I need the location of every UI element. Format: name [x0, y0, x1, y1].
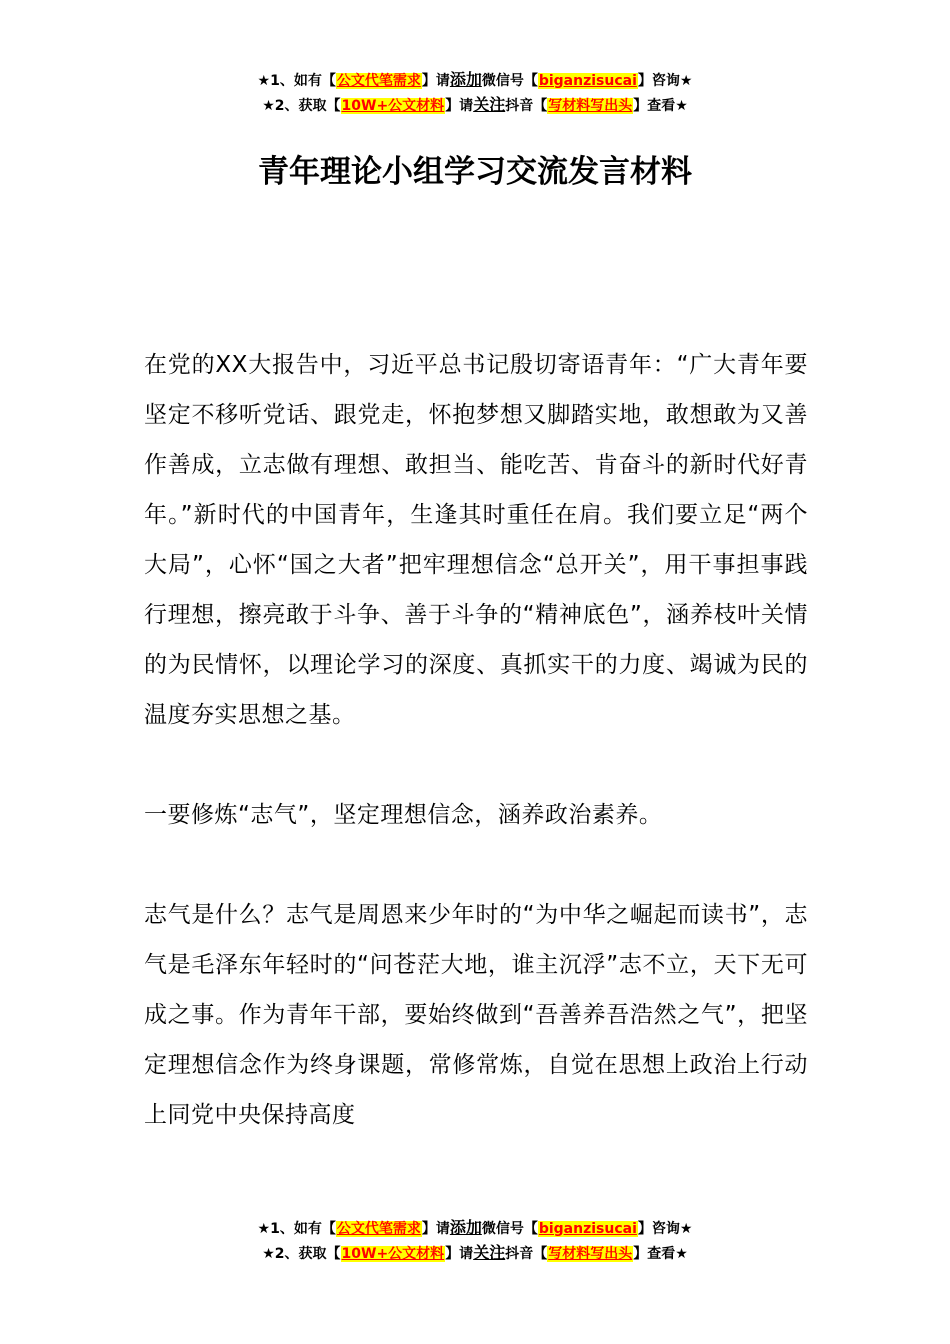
promo-text: 】查看★	[633, 1246, 688, 1262]
promo-text: 微信号【	[481, 73, 538, 89]
promo-emphasis: 添加	[449, 70, 482, 89]
promo-text: 】请	[421, 1221, 450, 1237]
promo-highlight: biganzisucai	[538, 73, 637, 89]
promo-text: 】请	[445, 98, 474, 114]
promo-banner-top	[0, 68, 950, 118]
promo-text: 】咨询★	[637, 73, 693, 89]
paragraph-body-1: 志气是什么？志气是周恩来少年时的“为中华之崛起而读书”，志气是毛泽东年轻时的“问苍茫大地，谁主沉浮”志不立，天下无可成之事。作为青年干部，要始终做到“吾善养吾浩然之气”，把坚定理想信念作为终身课题，常修常炼，自觉在思想上政治上行动上同党中央保持高度	[144, 902, 808, 1128]
promo-text: ★1、如有【	[257, 1221, 336, 1237]
document-body	[144, 340, 808, 1190]
promo-line-2	[0, 93, 950, 118]
promo-highlight: 写材料写出头	[548, 98, 633, 114]
promo-emphasis: 关注	[473, 1243, 506, 1262]
promo-text: 】咨询★	[637, 1221, 693, 1237]
promo-highlight: 10W+公文材料	[341, 98, 445, 114]
promo-text: ★2、获取【	[262, 98, 341, 114]
promo-highlight: biganzisucai	[538, 1221, 637, 1237]
promo-text: 】查看★	[633, 98, 688, 114]
promo-text: 微信号【	[481, 1221, 538, 1237]
promo-text: 】请	[445, 1246, 474, 1262]
promo-emphasis: 添加	[449, 1218, 482, 1237]
promo-line-2	[0, 1241, 950, 1266]
promo-text: 】请	[421, 73, 450, 89]
promo-emphasis: 关注	[473, 95, 506, 114]
promo-text: 抖音【	[505, 1246, 548, 1262]
promo-text: 抖音【	[505, 98, 548, 114]
promo-text: ★1、如有【	[257, 73, 336, 89]
promo-highlight: 写材料写出头	[548, 1246, 633, 1262]
promo-highlight: 公文代笔需求	[336, 1221, 421, 1237]
paragraph-intro: 在党的XX大报告中，习近平总书记殷切寄语青年：“广大青年要坚定不移听党话、跟党走，怀抱梦想又脚踏实地，敢想敢为又善作善成，立志做有理想、敢担当、能吃苦、肯奋斗的新时代好青年。”新时代的中国青年，生逢其时重任在肩。我们要立足“两个大局”，心怀“国之大者”把牢理想信念“总开关”，用干事担事践行理想，擦亮敢于斗争、善于斗争的“精神底色”，涵养枝叶关情的为民情怀，以理论学习的深度、真抓实干的力度、竭诚为民的温度夯实思想之基。	[144, 352, 808, 728]
promo-banner-bottom	[0, 1216, 950, 1266]
paragraph-heading-1: 一要修炼“志气”，坚定理想信念，涵养政治素养。	[144, 802, 663, 828]
promo-highlight: 10W+公文材料	[341, 1246, 445, 1262]
promo-text: ★2、获取【	[262, 1246, 341, 1262]
promo-line-1	[0, 1216, 950, 1241]
document-title: 青年理论小组学习交流发言材料	[258, 154, 692, 190]
promo-highlight: 公文代笔需求	[336, 73, 421, 89]
promo-line-1	[0, 68, 950, 93]
